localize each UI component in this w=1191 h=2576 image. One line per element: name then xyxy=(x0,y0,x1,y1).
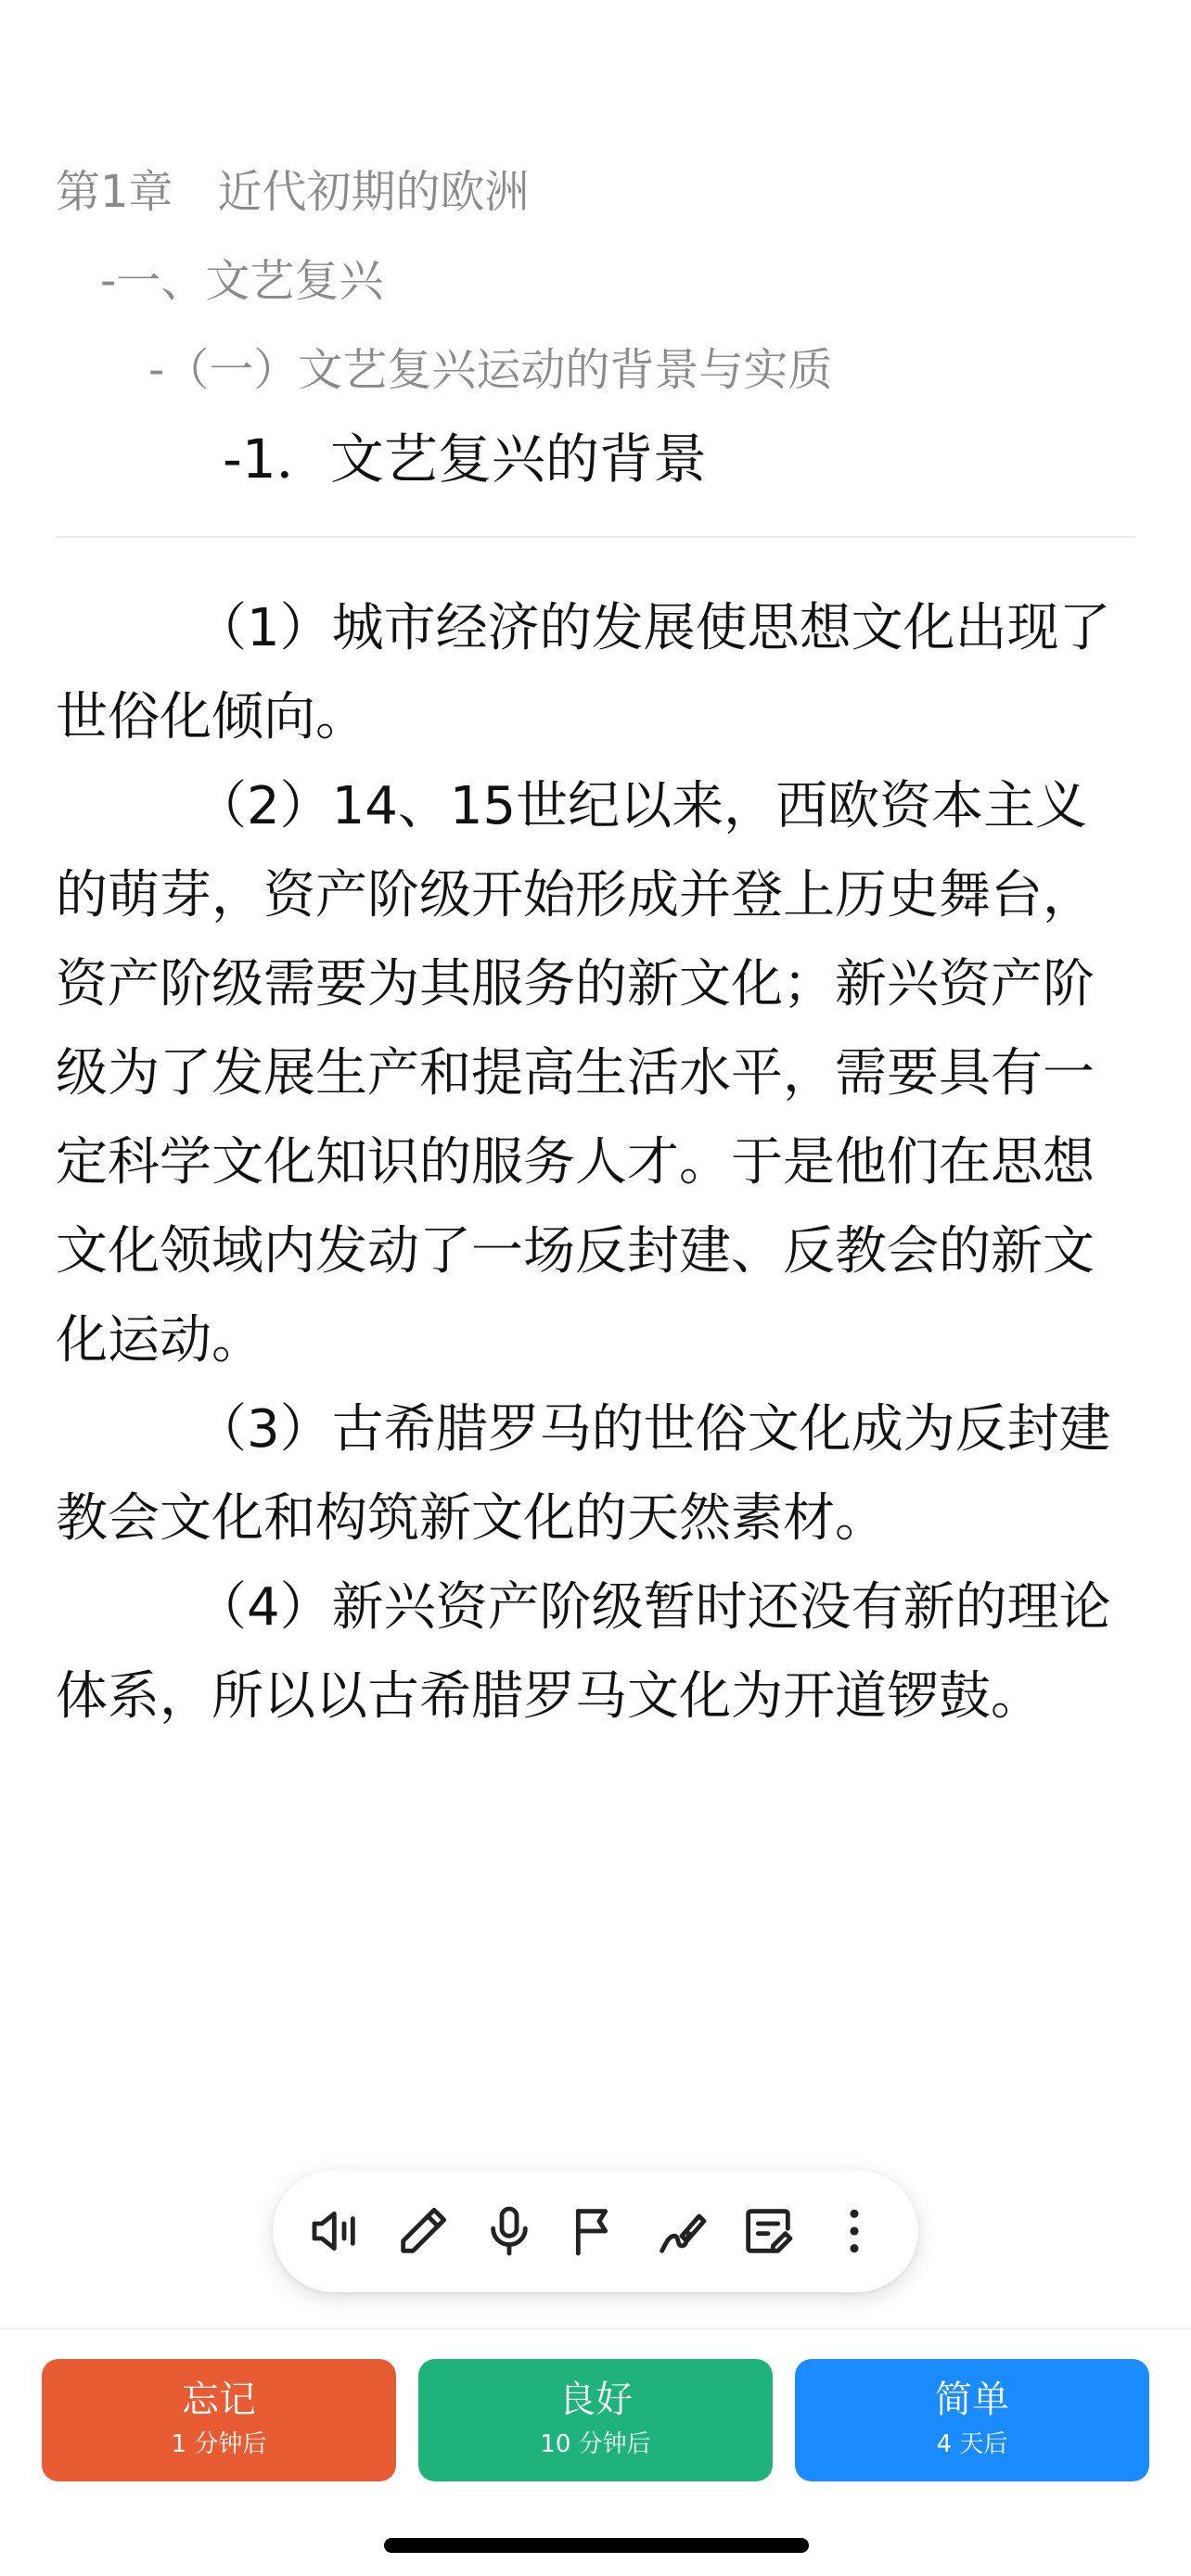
content-paragraph-2: （2）14、15世纪以来，西欧资本主义的萌芽，资产阶级开始形成并登上历史舞台，资产阶级需要为其服务的新文化；新兴资产阶级为了发展生产和提高生活水平，需要具有一定科学文化知识的服务人才。于是他们在思想文化领域内发动了一场反封建、反教会的新文化运动。 xyxy=(56,776,1095,1371)
grade-easy-interval: 4 天后 xyxy=(936,2430,1008,2458)
edit-note-button[interactable] xyxy=(728,2191,808,2271)
pencil-icon xyxy=(393,2201,453,2261)
grade-again-interval: 1 分钟后 xyxy=(171,2430,267,2458)
breadcrumb-current: -1．文艺复兴的背景 xyxy=(223,427,707,491)
content-paragraph-3: （3）古希腊罗马的世俗文化成为反封建教会文化和构筑新文化的天然素材。 xyxy=(56,1399,1111,1549)
content-paragraph-1: （1）城市经济的发展使思想文化出现了世俗化倾向。 xyxy=(56,598,1111,747)
grade-easy-label: 简单 xyxy=(935,2378,1009,2421)
record-button[interactable] xyxy=(469,2191,549,2271)
flag-icon xyxy=(566,2201,625,2261)
more-vertical-icon xyxy=(825,2201,884,2261)
content-paragraph-4: （4）新兴资产阶级暂时还没有新的理论体系，所以以古希腊罗马文化为开道锣鼓。 xyxy=(56,1577,1111,1727)
home-indicator xyxy=(384,2538,809,2553)
edit-note-icon xyxy=(738,2201,798,2261)
microphone-icon xyxy=(480,2201,539,2261)
breadcrumb-section: -一、文艺复兴 xyxy=(100,255,384,307)
grade-good-interval: 10 分钟后 xyxy=(540,2430,651,2458)
more-button[interactable] xyxy=(814,2191,894,2271)
card-content xyxy=(56,584,1113,1741)
flag-button[interactable] xyxy=(556,2191,635,2271)
breadcrumb-subsection: -（一）文艺复兴运动的背景与实质 xyxy=(148,344,833,396)
speaker-icon xyxy=(307,2201,366,2261)
read-aloud-button[interactable] xyxy=(297,2191,377,2271)
floating-toolbar xyxy=(273,2170,918,2292)
breadcrumb-chapter: 第1章 近代初期的欧洲 xyxy=(56,166,530,218)
draw-button[interactable] xyxy=(642,2191,722,2271)
grade-good-button[interactable] xyxy=(418,2359,773,2481)
grade-easy-button[interactable] xyxy=(795,2359,1149,2481)
grade-again-button[interactable] xyxy=(42,2359,396,2481)
edit-button[interactable] xyxy=(383,2191,463,2271)
grade-good-label: 良好 xyxy=(558,2378,633,2421)
brush-icon xyxy=(652,2201,711,2261)
grade-again-label: 忘记 xyxy=(182,2378,256,2421)
bottom-bar-separator xyxy=(0,2327,1191,2329)
divider xyxy=(56,536,1135,538)
